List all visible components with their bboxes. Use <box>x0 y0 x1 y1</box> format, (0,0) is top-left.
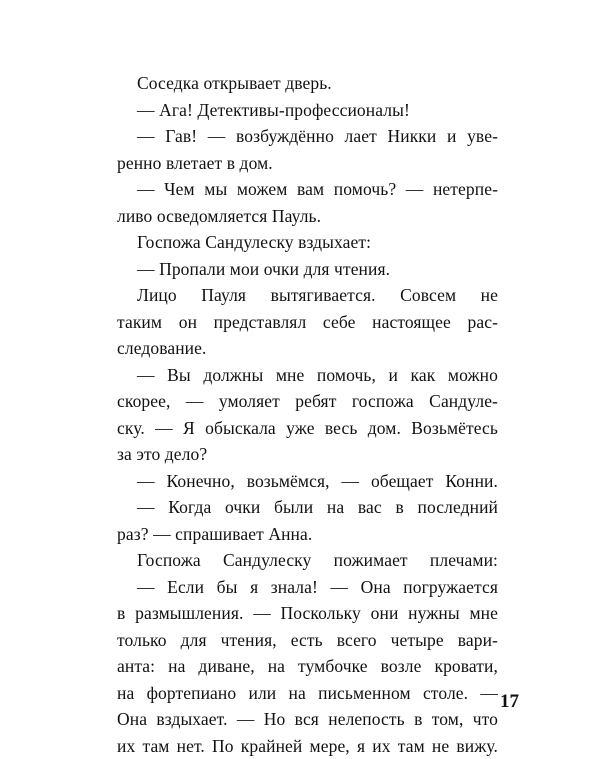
text-line: — Гав! — возбуждённо лает Никки и уве- <box>117 123 498 150</box>
text-line: — Если бы я знала! — Она погружается <box>117 574 498 601</box>
text-line: Госпожа Сандулеску пожимает плечами: <box>117 547 498 574</box>
text-line: Госпожа Сандулеску вздыхает: <box>117 229 498 256</box>
text-line: в размышления. — Поскольку они нужны мне <box>117 600 498 627</box>
text-line: их там нет. По крайней мере, я их там не вижу. <box>117 733 498 759</box>
text-line: следование. <box>117 335 498 362</box>
text-line: ску. — Я обыскала уже весь дом. Возьмётесь <box>117 415 498 442</box>
page-number: 17 <box>0 690 519 714</box>
body-text <box>117 70 498 759</box>
text-line: Соседка открывает дверь. <box>117 70 498 97</box>
text-line: таким он представлял себе настоящее рас- <box>117 309 498 336</box>
text-line: — Конечно, возьмёмся, — обещает Конни. <box>117 468 498 495</box>
text-line: раз? — спрашивает Анна. <box>117 521 498 548</box>
text-line: — Пропали мои очки для чтения. <box>117 256 498 283</box>
text-line: — Когда очки были на вас в последний <box>117 494 498 521</box>
text-line: ренно влетает в дом. <box>117 150 498 177</box>
text-line: на фортепиано или на письменном столе. — <box>117 680 498 707</box>
text-line: Лицо Пауля вытягивается. Совсем не <box>117 282 498 309</box>
text-line: Она вздыхает. — Но вся нелепость в том, что <box>117 706 498 733</box>
text-line: за это дело? <box>117 441 498 468</box>
text-line: ливо осведомляется Пауль. <box>117 203 498 230</box>
text-line: — Ага! Детективы-профессионалы! <box>117 97 498 124</box>
text-line: скорее, — умоляет ребят госпожа Сандуле- <box>117 388 498 415</box>
text-line: анта: на диване, на тумбочке возле кровати, <box>117 653 498 680</box>
text-line: — Вы должны мне помочь, и как можно <box>117 362 498 389</box>
text-line: — Чем мы можем вам помочь? — нетерпе- <box>117 176 498 203</box>
text-line: только для чтения, есть всего четыре вари- <box>117 627 498 654</box>
